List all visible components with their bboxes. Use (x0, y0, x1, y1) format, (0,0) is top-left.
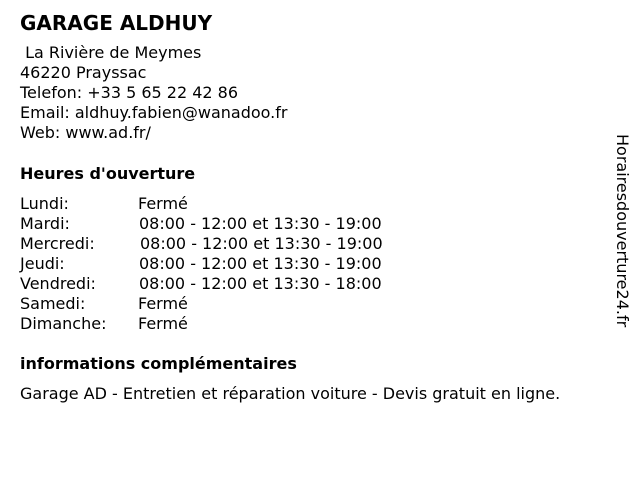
hours-row-tuesday (20, 214, 440, 234)
hours-row-monday (20, 194, 440, 214)
hours-row-saturday (20, 294, 440, 314)
hours-value: 08:00 - 12:00 et 13:30 - 19:00 (140, 234, 383, 253)
hours-value: Fermé (138, 194, 188, 213)
hours-value: 08:00 - 12:00 et 13:30 - 19:00 (139, 214, 382, 233)
hours-day-label: Jeudi: (20, 254, 65, 273)
address-city: 46220 Prayssac (20, 63, 147, 82)
hours-day-label: Lundi: (20, 194, 69, 213)
additional-info-text: Garage AD - Entretien et réparation voiture - Devis gratuit en ligne. (20, 384, 561, 403)
hours-row-friday (20, 274, 440, 294)
hours-row-sunday (20, 314, 440, 334)
hours-day-label: Mercredi: (20, 234, 95, 253)
hours-day-label: Dimanche: (20, 314, 107, 333)
hours-day-label: Mardi: (20, 214, 70, 233)
address-street: La Rivière de Meymes (20, 43, 202, 62)
web-line: Web: www.ad.fr/ (20, 123, 151, 142)
email-line: Email: aldhuy.fabien@wanadoo.fr (20, 103, 288, 122)
hours-row-wednesday (20, 234, 440, 254)
hours-row-thursday (20, 254, 440, 274)
side-brand-text: Horairesdouverture24.fr (613, 134, 632, 328)
business-name: GARAGE ALDHUY (20, 11, 213, 35)
hours-value: 08:00 - 12:00 et 13:30 - 18:00 (139, 274, 382, 293)
contact-block (20, 43, 287, 143)
hours-value: Fermé (138, 314, 188, 333)
phone-line: Telefon: +33 5 65 22 42 86 (20, 83, 239, 102)
opening-hours-heading: Heures d'ouverture (20, 164, 196, 183)
hours-day-label: Samedi: (20, 294, 86, 313)
hours-value: 08:00 - 12:00 et 13:30 - 19:00 (139, 254, 382, 273)
additional-info-heading: informations complémentaires (20, 354, 297, 373)
hours-day-label: Vendredi: (20, 274, 96, 293)
opening-hours-table (20, 194, 440, 334)
hours-value: Fermé (138, 294, 188, 313)
